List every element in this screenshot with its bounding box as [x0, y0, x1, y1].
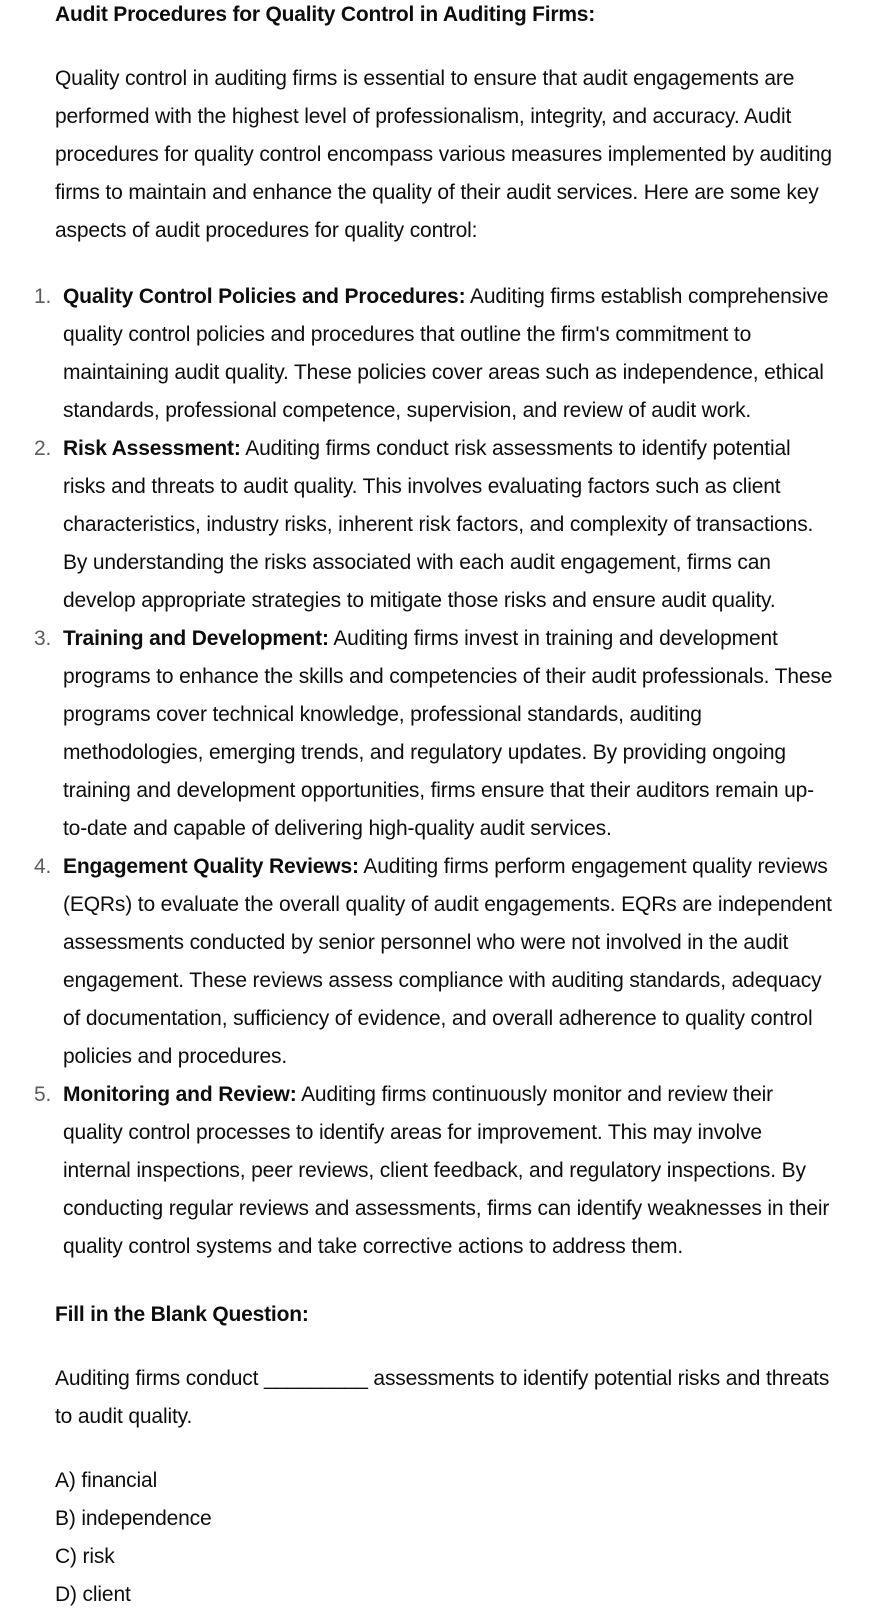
answer-option-c: C) risk — [55, 1545, 115, 1568]
page-title: Audit Procedures for Quality Control in Auditing Firms: — [55, 3, 596, 26]
answer-options — [55, 1462, 834, 1614]
list-item — [34, 620, 834, 848]
answer-option-a: A) financial — [55, 1469, 158, 1492]
procedure-list — [34, 278, 834, 1266]
list-item — [34, 1076, 834, 1266]
list-item-number: 2. — [34, 437, 52, 460]
list-item-number: 3. — [34, 627, 52, 650]
list-item-title: Risk Assessment: — [63, 437, 241, 460]
list-item-text: Auditing firms establish comprehensive quality control policies and procedures that outline the firm's commitment to maintaining audit quality. These policies cover areas such as independence, ethical standards, professional competence, supervision, and review of audit work. — [63, 285, 829, 422]
list-item-text: Auditing firms continuously monitor and review their quality control processes to identify areas for improvement. This may involve internal inspections, peer reviews, client feedback, and regulatory inspections. By conducting regular reviews and assessments, firms can identify weaknesses in their quality control systems and take corrective actions to address them. — [63, 1083, 830, 1258]
question-heading: Fill in the Blank Question: — [55, 1303, 309, 1326]
list-item — [34, 430, 834, 620]
answer-option-b: B) independence — [55, 1507, 212, 1530]
list-item-number: 4. — [34, 855, 52, 878]
list-item — [34, 278, 834, 430]
list-item-text: Auditing firms perform engagement quality reviews (EQRs) to evaluate the overall quality of audit engagements. EQRs are independent assessments conducted by senior personnel who were not involved in the audit engagement. These reviews assess compliance with auditing standards, adequacy of documentation, sufficiency of evidence, and overall adherence to quality control policies and procedures. — [63, 855, 832, 1068]
list-item-text: Auditing firms invest in training and development programs to enhance the skills and competencies of their audit professionals. These programs cover technical knowledge, professional standards, auditing methodologies, emerging trends, and regulatory updates. By providing ongoing training and development opportunities, firms ensure that their auditors remain up-to-date and capable of delivering high-quality audit services. — [63, 627, 833, 840]
answer-option-d: D) client — [55, 1583, 131, 1606]
list-item-title: Engagement Quality Reviews: — [63, 855, 359, 878]
list-item-title: Monitoring and Review: — [63, 1083, 297, 1106]
intro-paragraph: Quality control in auditing firms is essential to ensure that audit engagements are performed with the highest level of professionalism, integrity, and accuracy. Audit procedures for quality control encompass various measures implemented by auditing firms to maintain and enhance the quality of their audit services. Here are some key aspects of audit procedures for quality control: — [55, 67, 832, 242]
list-item — [34, 848, 834, 1076]
list-item-title: Quality Control Policies and Procedures: — [63, 285, 466, 308]
list-item-title: Training and Development: — [63, 627, 329, 650]
list-item-number: 1. — [34, 285, 52, 308]
list-item-number: 5. — [34, 1083, 52, 1106]
question-text: Auditing firms conduct _________ assessments to identify potential risks and threats to audit quality. — [55, 1367, 830, 1428]
list-item-text: Auditing firms conduct risk assessments to identify potential risks and threats to audit quality. This involves evaluating factors such as client characteristics, industry risks, inherent risk factors, and complexity of transactions. By understanding the risks associated with each audit engagement, firms can develop appropriate strategies to mitigate those risks and ensure audit quality. — [63, 437, 814, 612]
